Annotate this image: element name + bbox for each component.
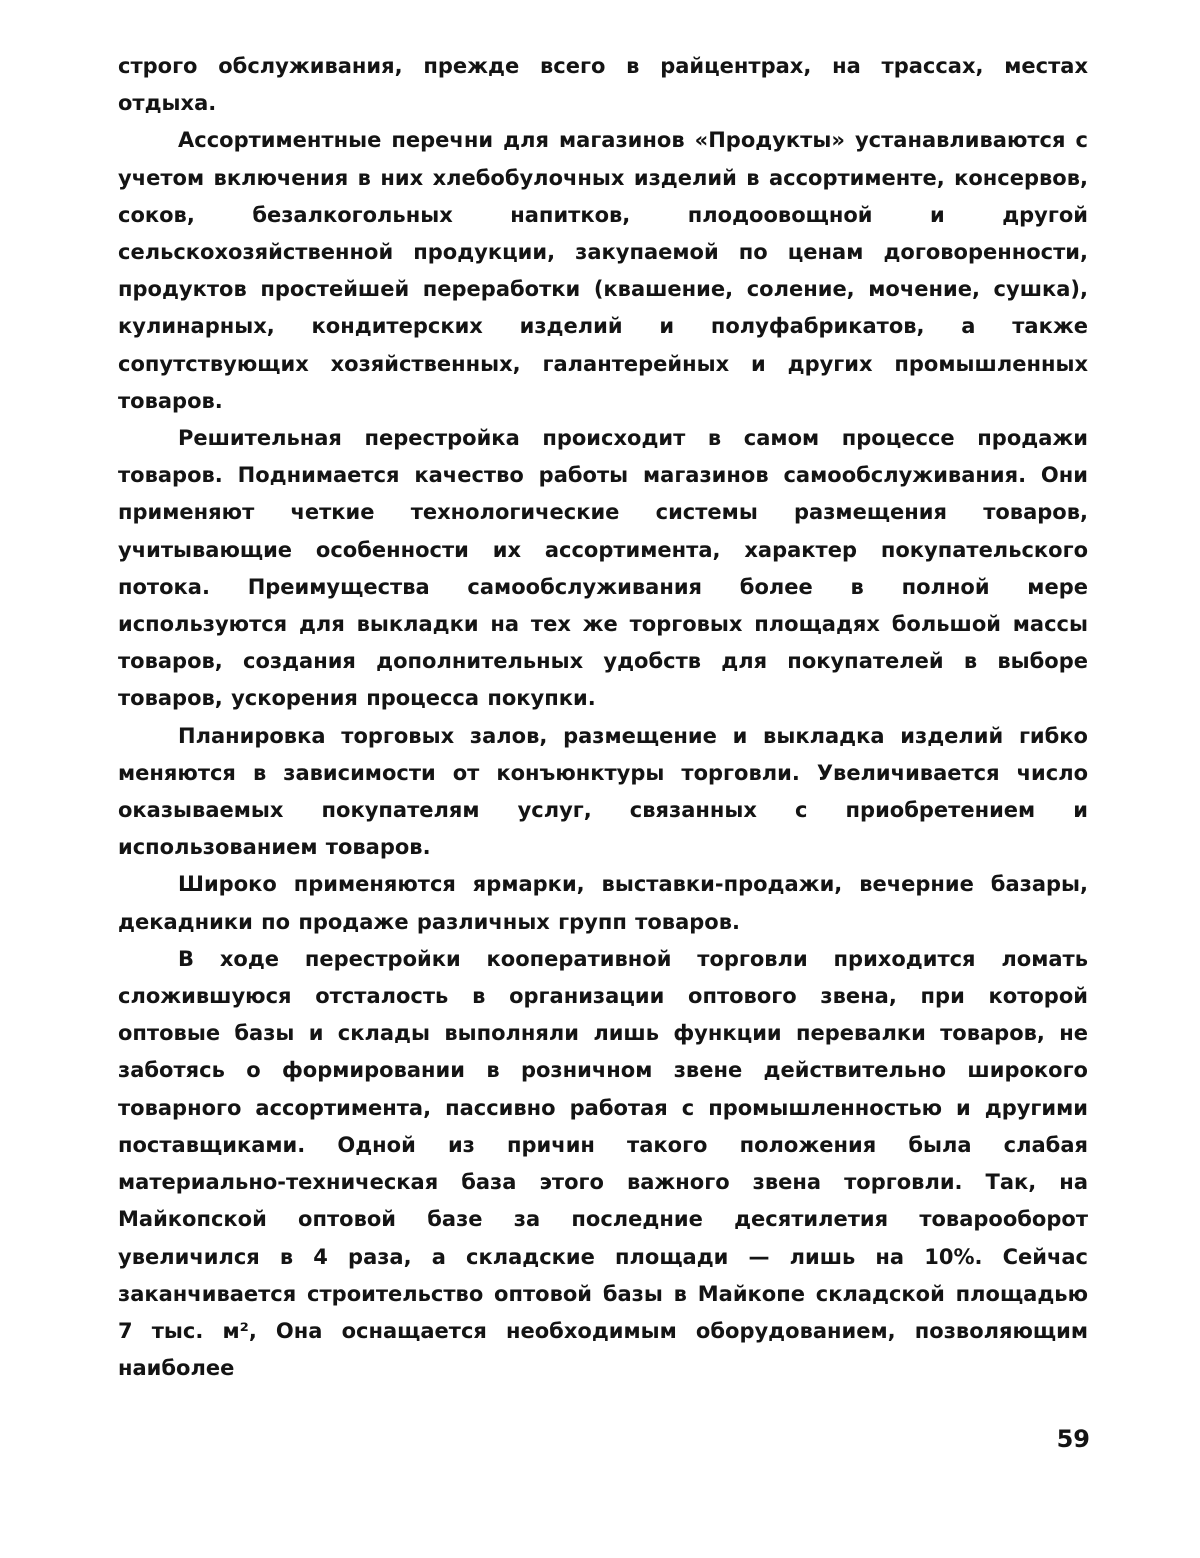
paragraph-5: Широко применяются ярмарки, выставки-продажи, вечерние базары, декадники по продаже различных групп товаров. (118, 872, 1088, 934)
page-number: 59 (1056, 1425, 1090, 1453)
paragraph-2: Ассортиментные перечни для магазинов «Продукты» устанавливаются с учетом включения в них хлебобулочных изделий в ассортименте, консервов, соков, безалкогольных напитков, плодоовощной и другой сельскохозяйственной продукции, закупаемой по ценам договоренности, продуктов простейшей переработки (квашение, соление, мочение, сушка), кулинарных, кондитерских изделий и полуфабрикатов, а также сопутствующих хозяйственных, галантерейных и других промышленных товаров. (118, 128, 1088, 413)
paragraph-3: Решительная перестройка происходит в самом процессе продажи товаров. Поднимается качество работы магазинов самообслуживания. Они применяют четкие технологические системы размещения товаров, учитывающие особенности их ассортимента, характер покупательского потока. Преимущества самообслуживания более в полной мере используются для выкладки на тех же торговых площадях большой массы товаров, создания дополнительных удобств для покупателей в выборе товаров, ускорения процесса покупки. (118, 426, 1088, 711)
paragraph-4: Планировка торговых залов, размещение и выкладка изделий гибко меняются в зависимости от конъюнктуры торговли. Увеличивается число оказываемых покупателям услуг, связанных с приобретением и использованием товаров. (118, 723, 1088, 860)
paragraph-6: В ходе перестройки кооперативной торговли приходится ломать сложившуюся отсталость в организации оптового звена, при которой оптовые базы и склады выполняли лишь функции перевалки товаров, не заботясь о формировании в розничном звене действительно широкого товарного ассортимента, пассивно работая с промышленностью и другими поставщиками. Одной из причин такого положения была слабая материально-техническая база этого важного звена торговли. Так, на Майкопской оптовой базе за последние десятилетия товарооборот увеличился в 4 раза, а складские площади — лишь на 10%. Сейчас заканчивается строительство оптовой базы в Майкопе складской площадью 7 тыс. м², Она оснащается необходимым оборудованием, позволяющим наиболее (118, 946, 1088, 1381)
paragraph-1: строго обслуживания, прежде всего в райцентрах, на трассах, местах отдыха. (118, 54, 1088, 116)
page-body (118, 48, 1088, 1387)
